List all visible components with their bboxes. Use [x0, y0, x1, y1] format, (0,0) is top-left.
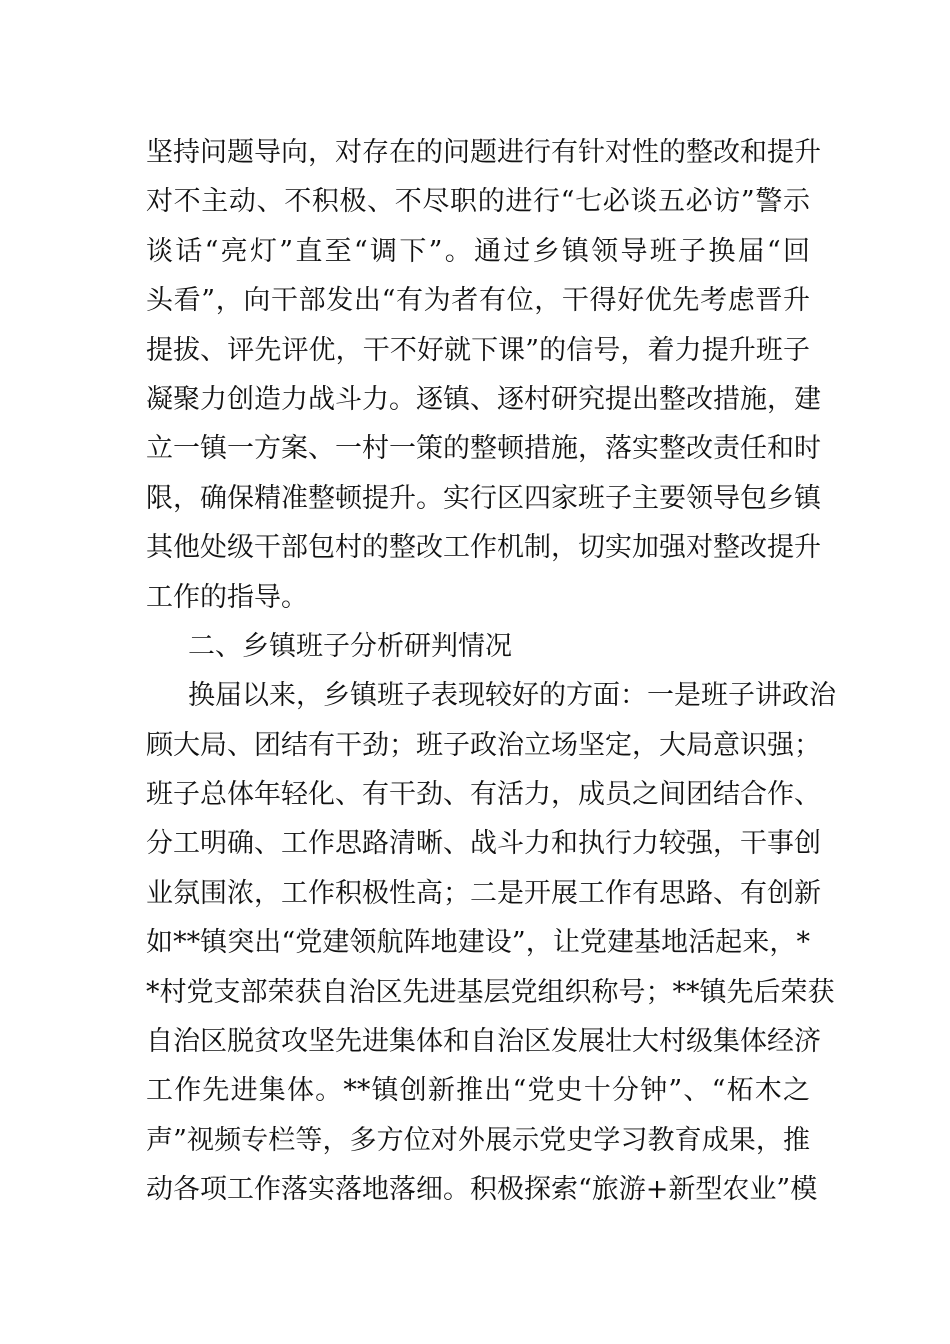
- section-heading: 二、乡镇班子分析研判情况: [188, 630, 512, 662]
- text-line: 其他处级干部包村的整改工作机制，切实加强对整改提升: [146, 532, 821, 564]
- text-line: 动各项工作落实落地落细。积极探索“旅游+新型农业”模: [146, 1174, 818, 1206]
- paragraph-rectification: [146, 128, 821, 622]
- text-line: 限，确保精准整顿提升。实行区四家班子主要领导包乡镇: [146, 482, 821, 514]
- text-line: 谈话“亮灯”直至“调下”。通过乡镇领导班子换届“回: [146, 235, 810, 267]
- text-line: 班子总体年轻化、有干劲、有活力，成员之间团结合作、: [146, 779, 821, 811]
- text-line: 声”视频专栏等，多方位对外展示党史学习教育成果，推: [146, 1124, 810, 1156]
- text-line: 对不主动、不积极、不尽职的进行“七必谈五必访”警示: [146, 186, 810, 218]
- text-line: 头看”，向干部发出“有为者有位，干得好优先考虑晋升: [146, 285, 810, 317]
- text-line: 如**镇突出“党建领航阵地建设”，让党建基地活起来，*: [146, 927, 810, 959]
- text-line: 工作的指导。: [146, 581, 308, 613]
- text-line: *村党支部荣获自治区先进基层党组织称号；**镇先后荣获: [146, 976, 835, 1008]
- text-line: 立一镇一方案、一村一策的整顿措施，落实整改责任和时: [146, 433, 821, 465]
- text-line: 自治区脱贫攻坚先进集体和自治区发展壮大村级集体经济: [146, 1026, 821, 1058]
- text-line: 凝聚力创造力战斗力。逐镇、逐村研究提出整改措施，建: [146, 383, 821, 415]
- text-line: 业氛围浓，工作积极性高；二是开展工作有思路、有创新: [146, 877, 821, 909]
- paragraph-analysis: [146, 671, 836, 1214]
- text-line: 提拔、评先评优，干不好就下课”的信号，着力提升班子: [146, 334, 810, 366]
- text-line: 坚持问题导向，对存在的问题进行有针对性的整改和提升: [146, 137, 821, 168]
- text-line: 换届以来，乡镇班子表现较好的方面：一是班子讲政治: [188, 680, 836, 712]
- text-line: 顾大局、团结有干劲；班子政治立场坚定，大局意识强；: [146, 729, 821, 761]
- text-line: 工作先进集体。**镇创新推出“党史十分钟”、“柘木之: [146, 1075, 810, 1107]
- text-line: 分工明确、工作思路清晰、战斗力和执行力较强，干事创: [146, 828, 821, 860]
- document-body: [146, 128, 836, 1215]
